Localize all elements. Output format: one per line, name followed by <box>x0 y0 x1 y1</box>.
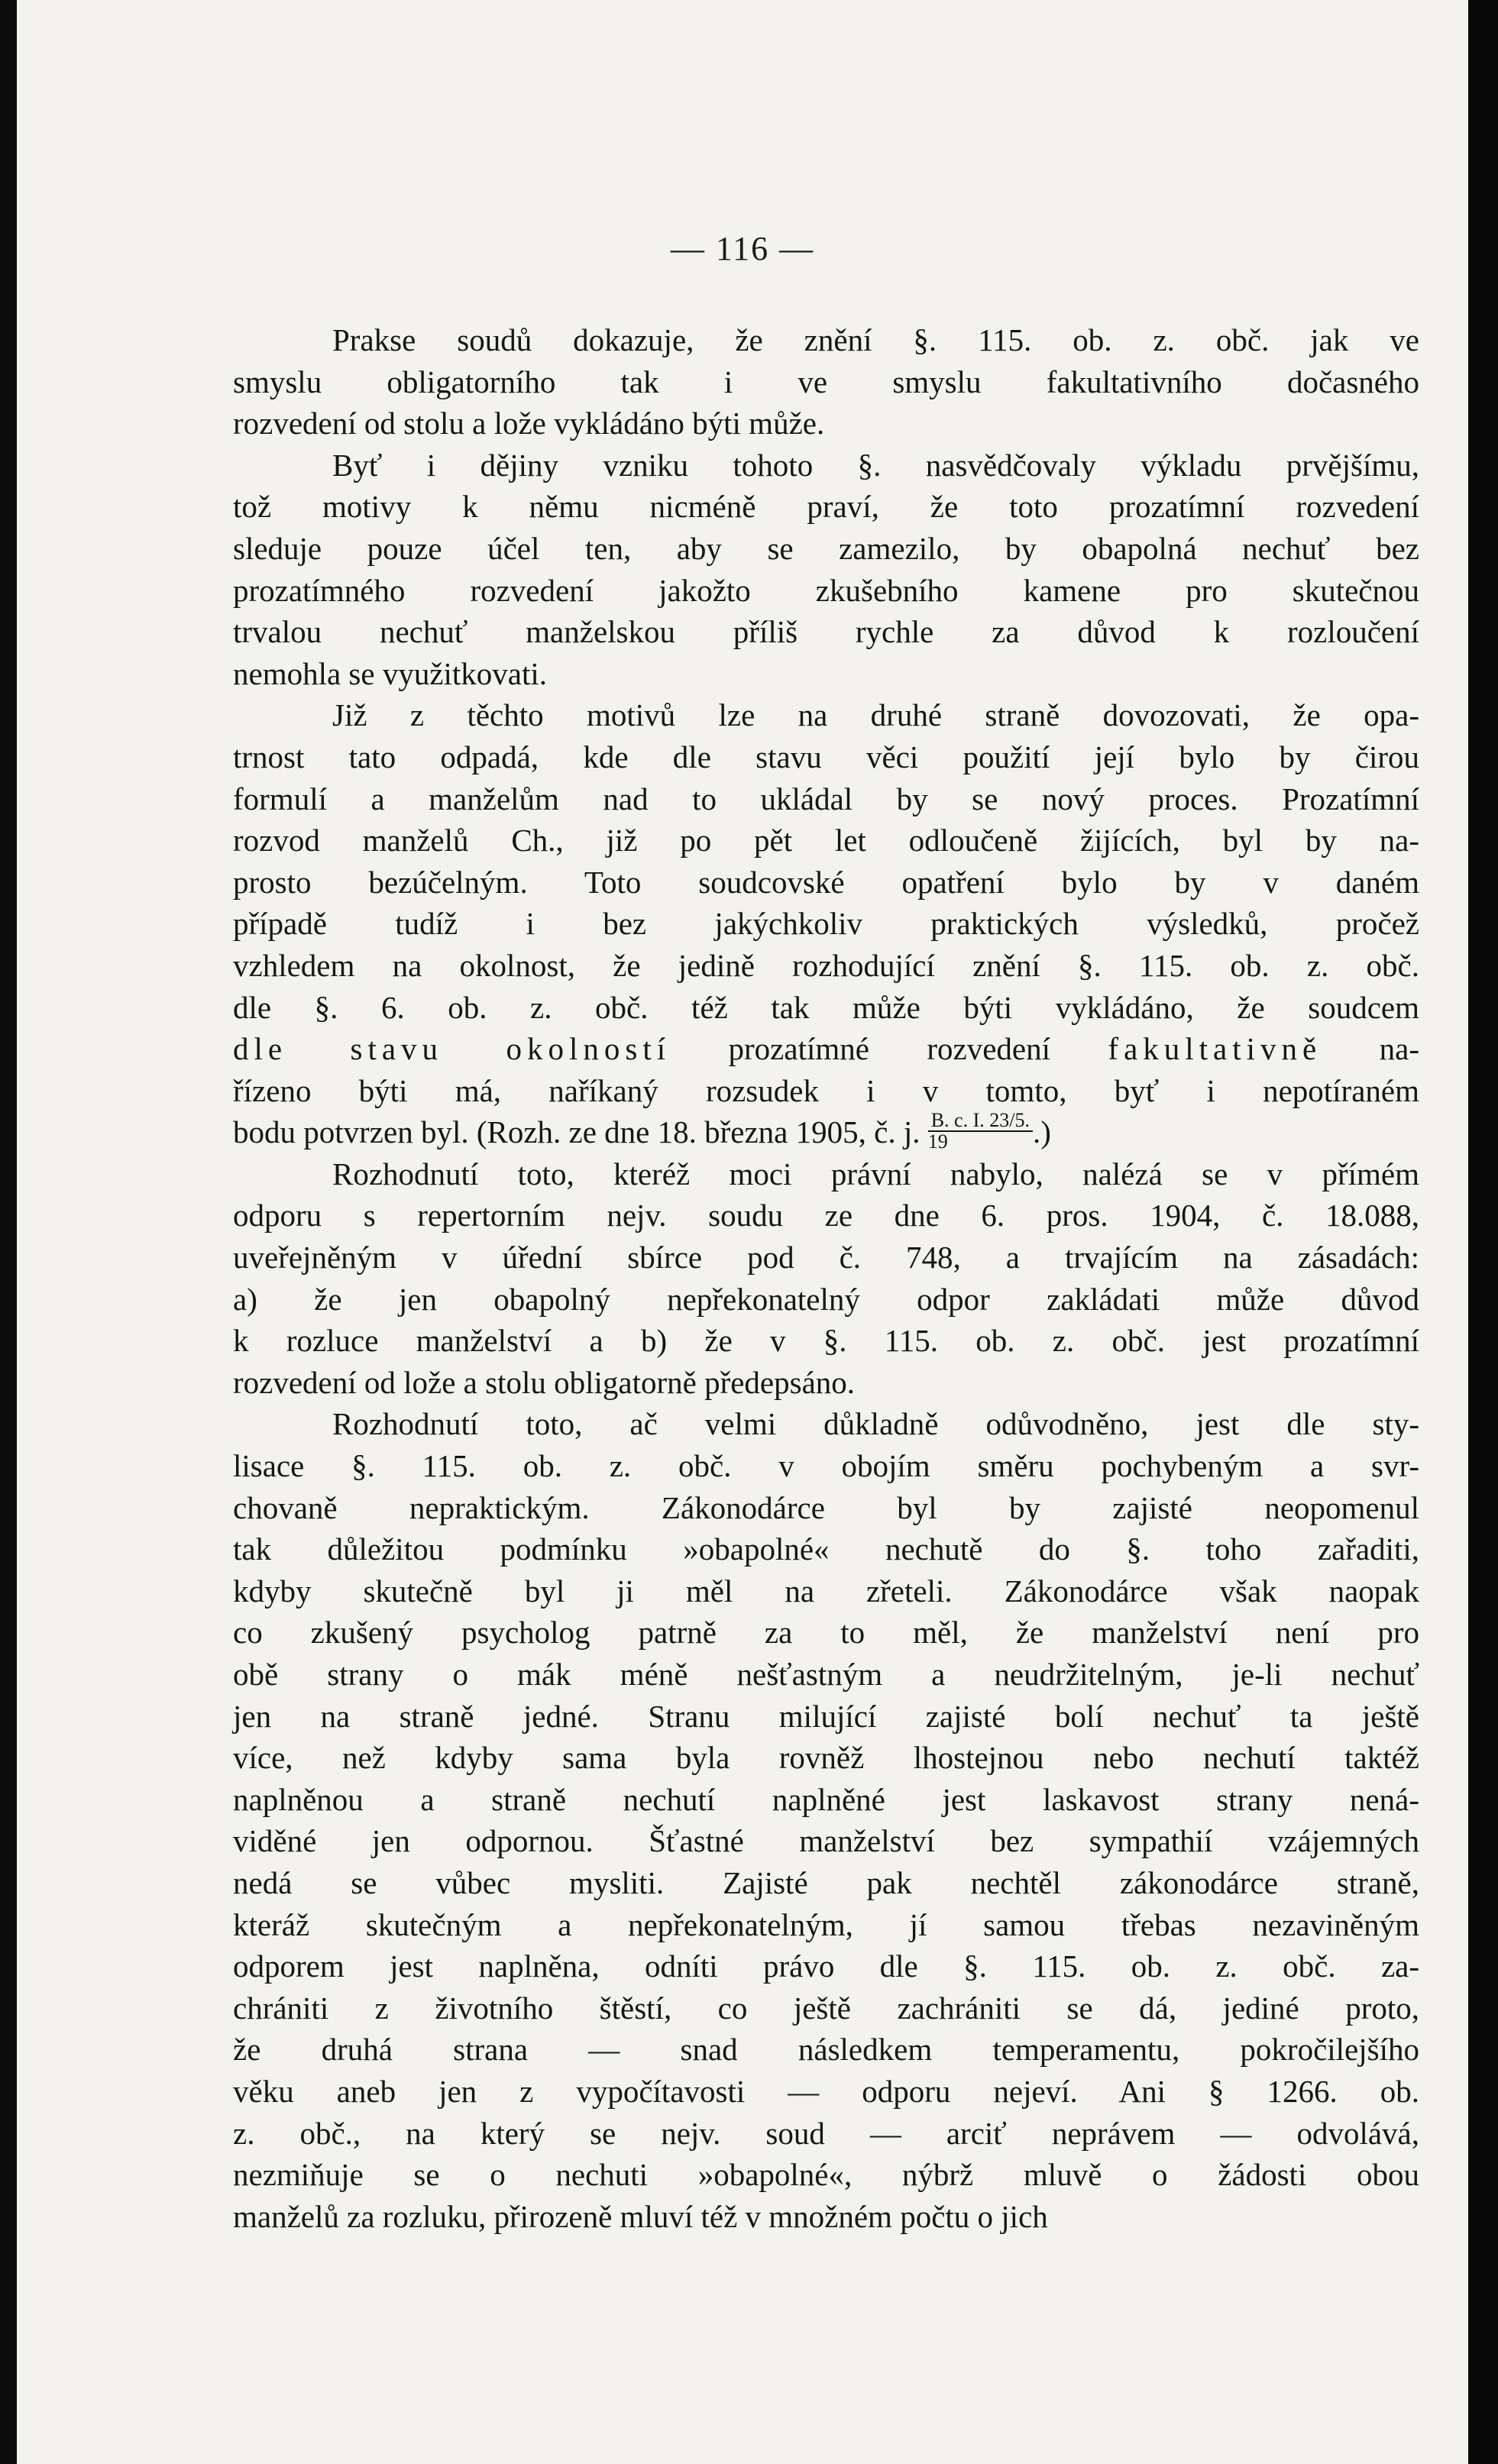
citation-fraction <box>927 1108 1033 1153</box>
text-line: manželů za rozluku, přirozeně mluví též v množném počtu o jich <box>233 2198 1048 2234</box>
text-line: nedá se vůbec mysliti. Zajisté pak nechtěl zákonodárce straně, <box>233 1864 1419 1900</box>
text-line: viděné jen odpornou. Šťastné manželství bez sympathií vzájemných <box>233 1823 1419 1859</box>
text-line: trvalou nechuť manželskou příliš rychle za důvod k rozloučení <box>233 614 1419 650</box>
text-line: trnost tato odpadá, kde dle stavu věci použití její bylo by čirou <box>233 739 1419 774</box>
text-line: že druhá strana — snad následkem temperamentu, pokročilejšího <box>233 2032 1419 2068</box>
text-line: dle §. 6. ob. z. obč. též tak může býti vykládáno, že soudcem <box>233 989 1419 1025</box>
text-line: vzhledem na okolnost, že jedině rozhodující znění §. 115. ob. z. obč. <box>233 947 1419 983</box>
text-line: chrániti z životního štěstí, co ještě zachrániti se dá, jediné proto, <box>233 1990 1419 2026</box>
text-line: Rozhodnutí toto, ač velmi důkladně odůvodněno, jest dle sty- <box>332 1406 1419 1442</box>
book-page <box>17 0 1468 2464</box>
text-line: naplněnou a straně nechutí naplněné jest laskavost strany nená- <box>233 1781 1419 1817</box>
text-line: Rozhodnutí toto, kteréž moci právní nabylo, nalézá se v přímém <box>332 1156 1419 1192</box>
text-line: smyslu obligatorního tak i ve smyslu fakultativního dočasného <box>233 364 1419 399</box>
citation-text: bodu potvrzen byl. (Rozh. ze dne 18. března 1905, č. j. <box>233 1114 920 1150</box>
text-line: z. obč., na který se nejv. soud — arciť neprávem — odvolává, <box>233 2115 1419 2151</box>
citation-close: .) <box>1032 1114 1051 1150</box>
fraction-denominator: 19 <box>927 1130 948 1153</box>
text-line: uveřejněným v úřední sbírce pod č. 748, a trvajícím na zásadách: <box>233 1240 1419 1276</box>
text-line: sleduje pouze účel ten, aby se zamezilo, by obapolná nechuť bez <box>233 530 1419 566</box>
text-line: chovaně nepraktickým. Zákonodárce byl by zajisté neopomenul <box>233 1489 1419 1525</box>
text-line: rozvedení od lože a stolu obligatorně předepsáno. <box>233 1364 856 1400</box>
text-line: Již z těchto motivů lze na druhé straně dovozovati, že opa- <box>332 697 1419 733</box>
text-line: prozatímného rozvedení jakožto zkušebního kamene pro skutečnou <box>233 572 1419 608</box>
text-line: tož motivy k němu nicméně praví, že toto prozatímní rozvedení <box>233 489 1419 525</box>
text-line: kdyby skutečně byl ji měl na zřeteli. Zákonodárce však naopak <box>233 1573 1419 1609</box>
scan-edge <box>1468 0 1498 2464</box>
fraction-numerator: B. c. I. 23/5. <box>928 1111 1033 1132</box>
body-text <box>233 319 1419 2237</box>
text-line: případě tudíž i bez jakýchkoliv praktických výsledků, pročež <box>233 906 1419 942</box>
line-segment: prozatímné rozvedení <box>671 1031 1108 1067</box>
text-line: nezmiňuje se o nechuti »obapolné«, nýbrž mluvě o žádosti obou <box>233 2157 1419 2193</box>
text-line: co zkušený psycholog patrně za to měl, že manželství není pro <box>233 1615 1419 1651</box>
text-line: k rozluce manželství a b) že v §. 115. ob. z. obč. jest prozatímní <box>233 1323 1419 1359</box>
text-line: nemohla se využitkovati. <box>233 655 548 691</box>
text-line: Prakse soudů dokazuje, že znění §. 115. ob. z. obč. jak ve <box>332 322 1419 357</box>
emphasized-text: fakultativně <box>1108 1031 1322 1067</box>
emphasized-text: dle stavu okolností <box>233 1031 671 1067</box>
text-line: více, než kdyby sama byla rovněž lhostejnou nebo nechutí taktéž <box>233 1740 1419 1776</box>
text-line: Byť i dějiny vzniku tohoto §. nasvědčovaly výkladu prvějšímu, <box>332 447 1419 483</box>
text-line: lisace §. 115. ob. z. obč. v obojím směru pochybeným a svr- <box>233 1448 1419 1484</box>
text-line: a) že jen obapolný nepřekonatelný odpor zakládati může důvod <box>233 1281 1419 1317</box>
text-line-spaced <box>233 1028 1419 1070</box>
text-line: prosto bezúčelným. Toto soudcovské opatření bylo by v daném <box>233 864 1419 900</box>
text-line: obě strany o mák méně nešťastným a neudržitelným, je-li nechuť <box>233 1657 1419 1692</box>
line-segment: na- <box>1322 1031 1420 1067</box>
text-line: rozvedení od stolu a lože vykládáno býti může. <box>233 406 825 441</box>
text-line: odporem jest naplněna, odníti právo dle §. 115. ob. z. obč. za- <box>233 1948 1419 1984</box>
text-line: formulí a manželům nad to ukládal by se nový proces. Prozatímní <box>233 781 1419 816</box>
page-number: — 116 — <box>670 230 815 267</box>
text-line: řízeno býti má, naříkaný rozsudek i v tomto, byť i nepotíraném <box>233 1072 1419 1108</box>
text-line: kteráž skutečným a nepřekonatelným, jí samou třebas nezaviněným <box>233 1906 1419 1942</box>
text-line: rozvod manželů Ch., již po pět let odloučeně žijících, byl by na- <box>233 823 1419 859</box>
text-line: odporu s repertorním nejv. soudu ze dne 6. pros. 1904, č. 18.088, <box>233 1198 1419 1234</box>
text-line: věku aneb jen z vypočítavosti — odporu nejeví. Ani § 1266. ob. <box>233 2073 1419 2109</box>
text-line: jen na straně jedné. Stranu milující zajisté bolí nechuť ta ještě <box>233 1698 1419 1734</box>
text-line: tak důležitou podmínku »obapolné« nechutě do §. toho zařaditi, <box>233 1531 1419 1567</box>
text-line-with-citation <box>233 1108 1419 1153</box>
